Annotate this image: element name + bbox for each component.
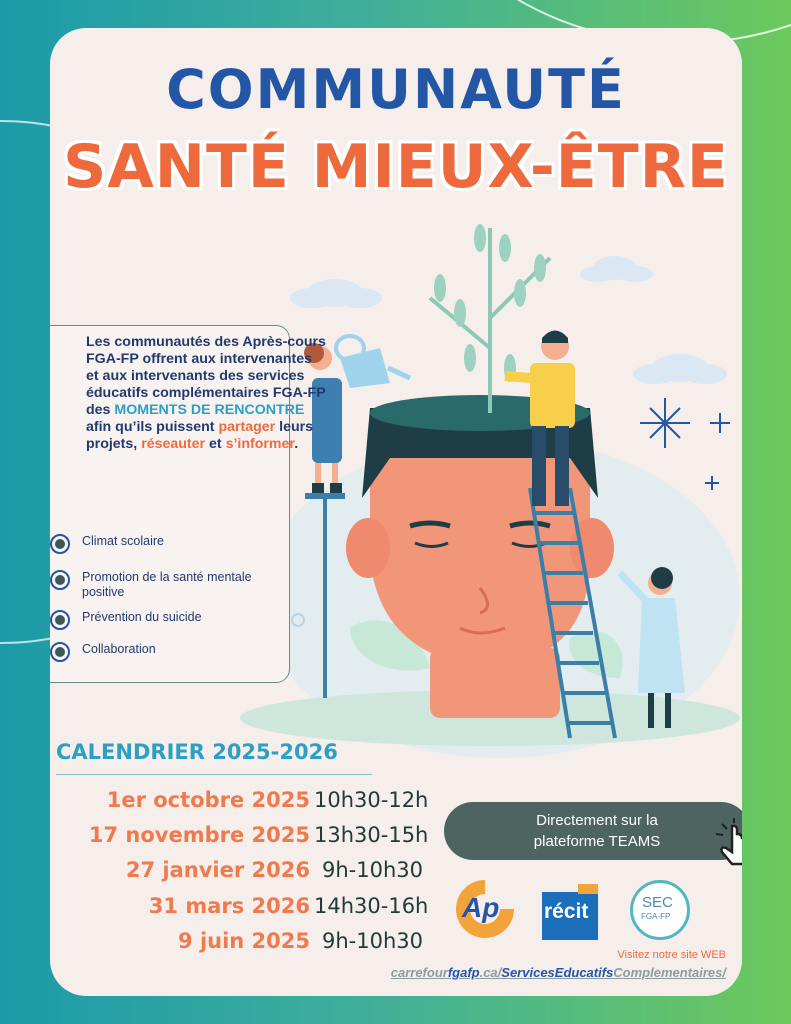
sec-logo — [630, 880, 690, 940]
calendar-time: 13h30-15h — [314, 823, 429, 847]
website-link[interactable] — [391, 965, 726, 980]
calendar-row — [50, 788, 450, 824]
recit-logo-text: récit — [544, 900, 589, 923]
calendar-title: CALENDRIER 2025-2026 — [56, 740, 338, 764]
calendar-time: 14h30-16h — [314, 894, 429, 918]
teams-line1: Directement sur la — [536, 812, 658, 829]
cloud-icon — [290, 279, 382, 308]
calendar-time: 10h30-12h — [314, 788, 429, 812]
calendar-date: 9 juin 2025 — [178, 929, 310, 953]
sec-logo-text: SEC — [642, 894, 673, 911]
title-sante-mieux-etre: SANTÉ MIEUX-ÊTRE — [63, 132, 729, 202]
divider — [56, 774, 372, 775]
intro-part: leurs projets, — [86, 419, 314, 452]
intro-word-share: partager — [218, 419, 276, 435]
calendar-row — [50, 858, 450, 894]
ap-logo-text: Ap — [462, 892, 500, 923]
url-part: .ca/ — [479, 965, 502, 980]
topic-item — [50, 642, 252, 662]
teams-button[interactable] — [444, 802, 742, 860]
poster-card — [50, 28, 742, 996]
topic-item — [50, 610, 252, 630]
url-part: carrefour — [390, 965, 448, 980]
bullet-icon — [50, 642, 70, 662]
intro-part: afin qu’ils puissent — [86, 419, 219, 435]
url-part: Complementaires/ — [613, 965, 726, 980]
intro-word-inform: s’informer — [225, 436, 295, 452]
url-part: ServicesEducatifs — [501, 965, 614, 980]
website-label: Visitez notre site WEB — [617, 949, 726, 961]
calendar-row — [50, 823, 450, 859]
teams-line2: plateforme TEAMS — [533, 833, 661, 850]
bullet-icon — [50, 570, 70, 590]
intro-word-network: réseauter — [141, 436, 206, 452]
calendar-time: 9h-10h30 — [322, 858, 424, 882]
recit-logo — [542, 884, 602, 940]
calendar-date: 31 mars 2026 — [148, 894, 310, 918]
url-part: fgafp — [447, 965, 480, 980]
intro-part: et — [205, 436, 226, 452]
calendar-time: 9h-10h30 — [322, 929, 424, 953]
bullet-icon — [50, 610, 70, 630]
intro-part: . — [294, 436, 299, 452]
hand-cursor-icon — [710, 818, 742, 870]
topic-label: Climat scolaire — [82, 534, 164, 548]
cloud-icon — [580, 256, 653, 282]
topic-label: Promotion de la santé mentale positive — [82, 570, 252, 599]
topic-item — [50, 570, 252, 600]
bullet-icon — [50, 534, 70, 554]
title-communaute: COMMUNAUTÉ — [166, 58, 626, 121]
topic-label: Collaboration — [82, 642, 156, 656]
topic-item — [50, 534, 252, 554]
sec-logo-subtext: FGA-FP — [641, 912, 671, 921]
calendar-row — [50, 929, 450, 965]
ap-logo — [452, 876, 518, 942]
intro-part: Les communautés des Après-cours FGA-FP offrent aux intervenantes et aux intervenants des services éducatifs complémentaires FGA-FP des — [86, 334, 326, 418]
intro-highlight: MOMENTS DE RENCONTRE — [114, 402, 305, 418]
calendar-date: 27 janvier 2026 — [125, 858, 310, 882]
topic-label: Prévention du suicide — [82, 610, 202, 624]
cloud-icon — [633, 354, 727, 384]
calendar-date: 1er octobre 2025 — [106, 788, 310, 812]
intro-text — [86, 334, 326, 453]
calendar-date: 17 novembre 2025 — [88, 823, 310, 847]
calendar-row — [50, 894, 450, 930]
